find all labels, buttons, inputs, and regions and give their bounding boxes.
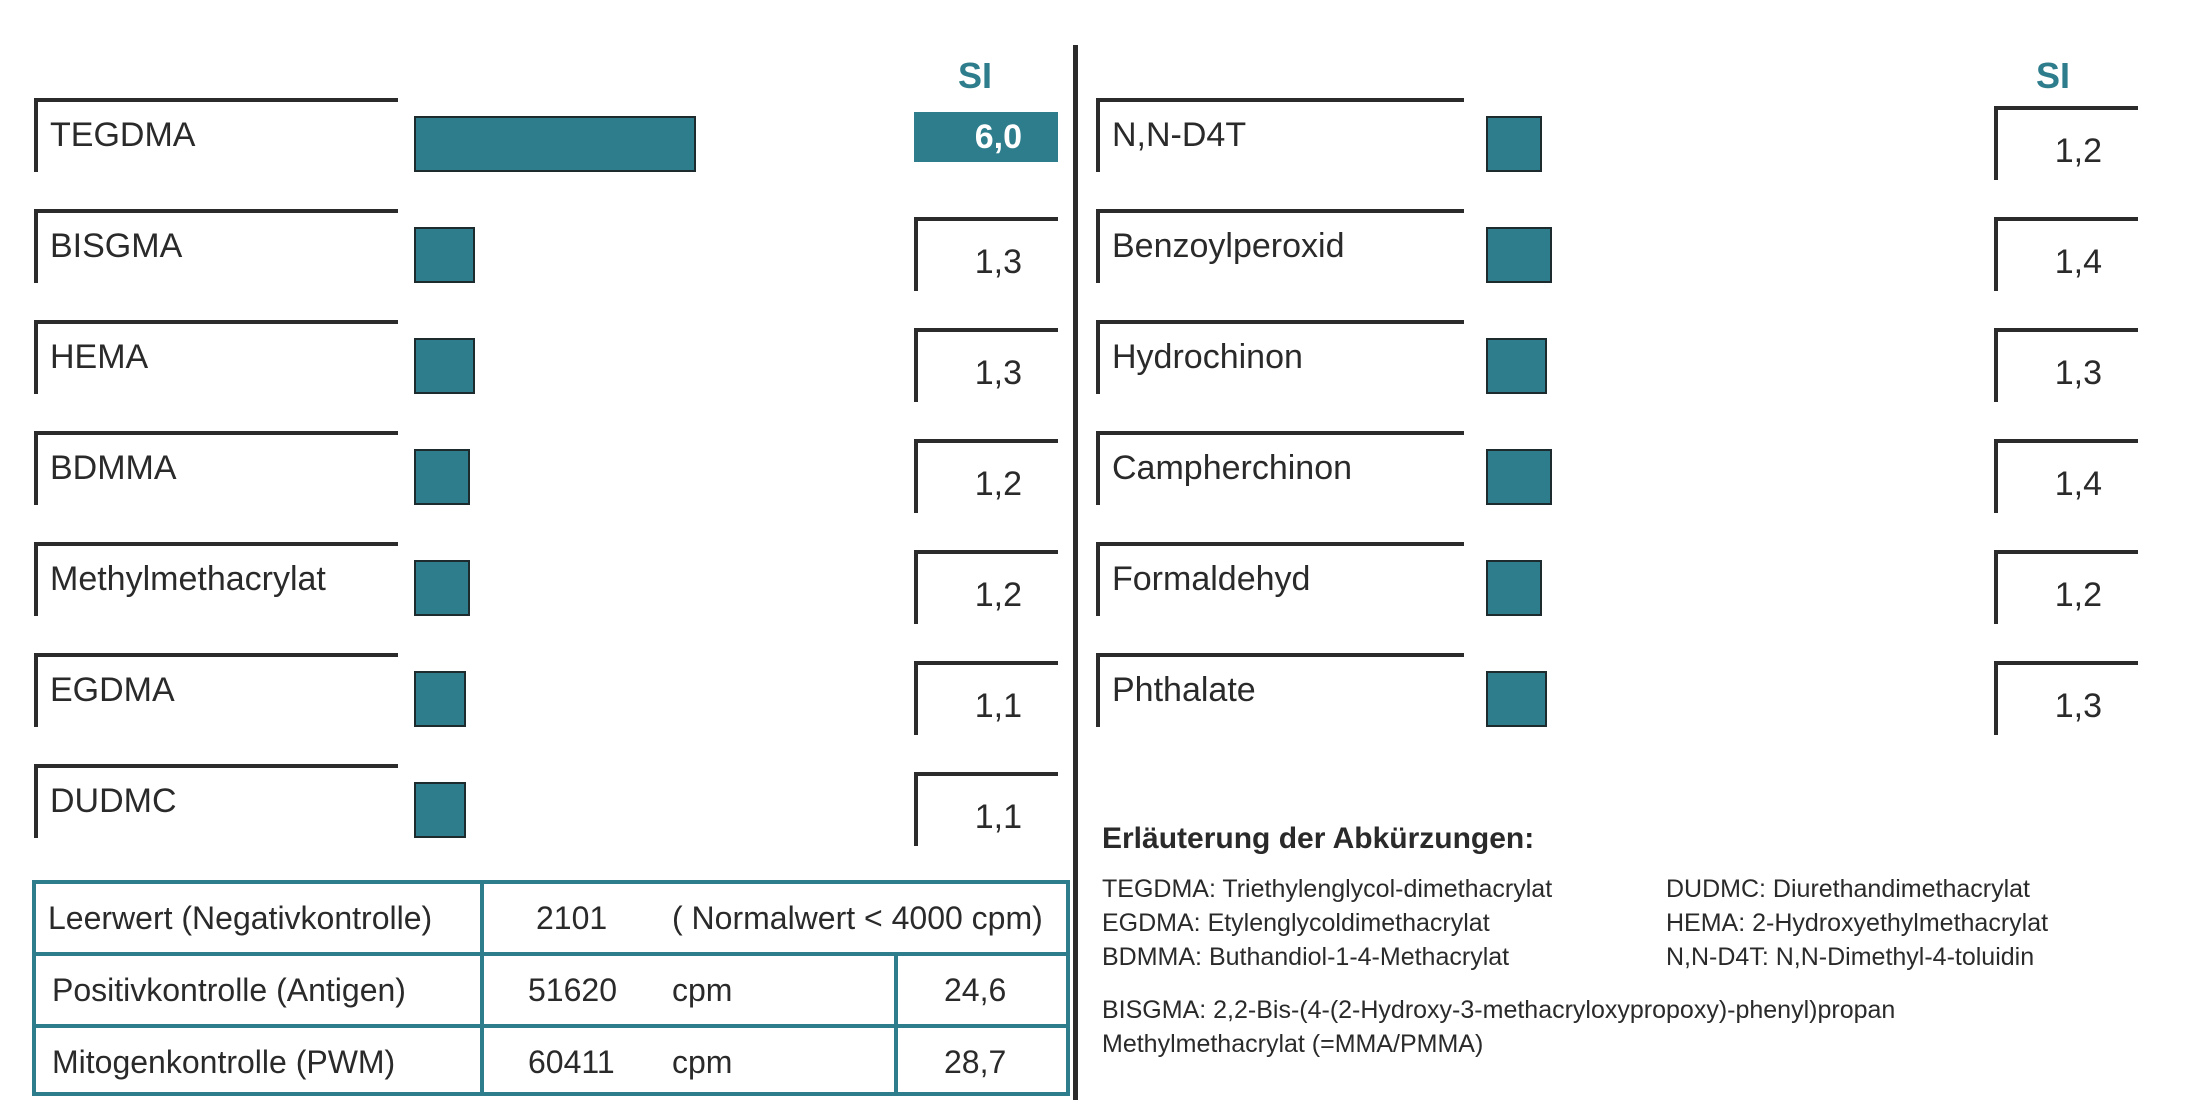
si-header-left: SI [958, 55, 993, 96]
control-label: Leerwert (Negativkontrolle) [48, 900, 433, 936]
substance-label: HEMA [34, 320, 398, 394]
table-border [32, 880, 36, 1096]
substance-label: TEGDMA [34, 98, 398, 172]
substance-label: Formaldehyd [1096, 542, 1464, 616]
control-value: 60411 [528, 1044, 615, 1080]
table-border [1066, 880, 1070, 1096]
legend-title: Erläuterung der Abkürzungen: [1102, 822, 1535, 855]
si-header-right: SI [2036, 55, 2071, 96]
si-bar [1486, 338, 1547, 394]
substance-label: N,N-D4T [1096, 98, 1464, 172]
legend-column-1 [1102, 872, 1552, 974]
si-value: 1,3 [1994, 328, 2138, 402]
si-value: 1,4 [1994, 439, 2138, 513]
substance-label: Campherchinon [1096, 431, 1464, 505]
substance-label: BDMMA [34, 431, 398, 505]
control-row [32, 1024, 1070, 1096]
substance-label: Phthalate [1096, 653, 1464, 727]
si-bar [1486, 560, 1542, 616]
legend-item: BISGMA: 2,2-Bis-(4-(2-Hydroxy-3-methacryloxypropoxy)-phenyl)propan [1102, 996, 1896, 1024]
control-row [32, 952, 1070, 1022]
control-note: cpm [672, 972, 733, 1008]
control-si: 28,7 [944, 1044, 1007, 1080]
legend-column-2 [1666, 872, 2048, 974]
si-bar [1486, 227, 1552, 283]
substance-label: Methylmethacrylat [34, 542, 398, 616]
si-value: 1,2 [914, 439, 1058, 513]
si-bar [414, 560, 470, 616]
si-bar [1486, 449, 1552, 505]
control-note: ( Normalwert < 4000 cpm) [672, 900, 1043, 936]
si-bar [414, 782, 466, 838]
si-bar [414, 449, 470, 505]
control-value: 2101 [536, 900, 608, 936]
substance-label: BISGMA [34, 209, 398, 283]
si-value: 1,1 [914, 772, 1058, 846]
control-table [32, 880, 1070, 1096]
control-label: Mitogenkontrolle (PWM) [52, 1044, 396, 1080]
control-row [32, 880, 1070, 950]
control-si: 24,6 [944, 972, 1007, 1008]
control-note: cpm [672, 1044, 733, 1080]
control-label: Positivkontrolle (Antigen) [52, 972, 406, 1008]
si-value: 1,2 [1994, 550, 2138, 624]
si-bar [1486, 671, 1547, 727]
substance-label: EGDMA [34, 653, 398, 727]
table-border [480, 880, 484, 1096]
substance-label: Benzoylperoxid [1096, 209, 1464, 283]
legend-long [1102, 993, 1895, 1061]
si-value: 1,2 [1994, 106, 2138, 180]
legend-item: Methylmethacrylat (=MMA/PMMA) [1102, 1030, 1484, 1058]
si-value: 1,2 [914, 550, 1058, 624]
substance-label: Hydrochinon [1096, 320, 1464, 394]
si-bar [414, 671, 466, 727]
si-value: 1,3 [914, 328, 1058, 402]
si-bar [414, 116, 696, 172]
legend-item: N,N-D4T: N,N-Dimethyl-4-toluidin [1666, 943, 2035, 971]
substance-label: DUDMC [34, 764, 398, 838]
si-bar [414, 338, 475, 394]
si-value: 6,0 [914, 112, 1058, 162]
control-value: 51620 [528, 972, 617, 1008]
si-value: 1,3 [1994, 661, 2138, 735]
legend-item: EGDMA: Etylenglycoldimethacrylat [1102, 909, 1490, 937]
table-border [894, 952, 898, 1096]
si-bar [1486, 116, 1542, 172]
si-value: 1,1 [914, 661, 1058, 735]
column-divider [1073, 45, 1078, 1100]
legend-item: TEGDMA: Triethylenglycol-dimethacrylat [1102, 875, 1553, 903]
legend-item: HEMA: 2-Hydroxyethylmethacrylat [1666, 909, 2049, 937]
si-bar [414, 227, 475, 283]
si-value: 1,3 [914, 217, 1058, 291]
legend-item: BDMMA: Buthandiol-1-4-Methacrylat [1102, 943, 1510, 971]
legend-item: DUDMC: Diurethandimethacrylat [1666, 875, 2031, 903]
si-value: 1,4 [1994, 217, 2138, 291]
